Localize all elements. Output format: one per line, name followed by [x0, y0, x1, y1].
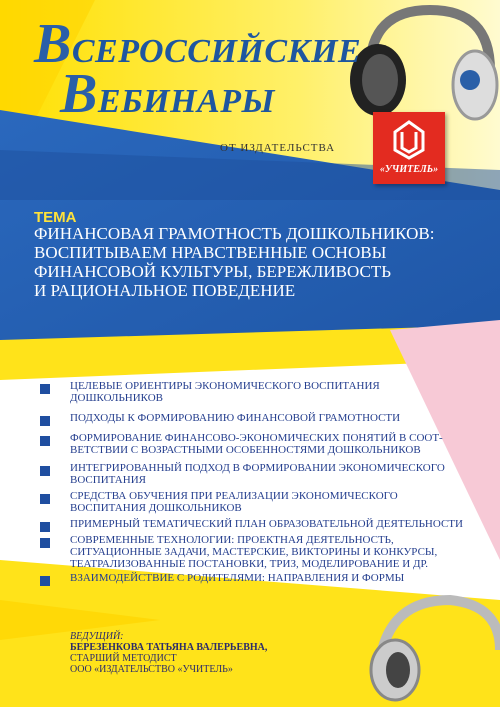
- topic-label: ТЕМА: [34, 209, 77, 226]
- logo-name: «УЧИТЕЛЬ»: [379, 164, 439, 175]
- topic-line: ФИНАНСОВОЙ КУЛЬТУРЫ, БЕРЕЖЛИВОСТЬ: [34, 262, 391, 281]
- publisher-prefix: ОТ ИЗДАТЕЛЬСТВА: [220, 142, 336, 154]
- topic-line: ФИНАНСОВАЯ ГРАМОТНОСТЬ ДОШКОЛЬНИКОВ:: [34, 224, 435, 243]
- topic-line: ВОСПИТЫВАЕМ НРАВСТВЕННЫЕ ОСНОВЫ: [34, 243, 387, 262]
- bullet-square-icon: [40, 576, 50, 586]
- publisher-logo: [373, 112, 445, 184]
- host-label: ВЕДУЩИЙ:: [70, 631, 124, 642]
- bullet-square-icon: [40, 522, 50, 532]
- host-org: ООО «ИЗДАТЕЛЬСТВО «УЧИТЕЛЬ»: [70, 664, 233, 675]
- bullet-square-icon: [40, 538, 50, 548]
- host-position: СТАРШИЙ МЕТОДИСТ: [70, 653, 177, 664]
- list-item-text: ПОДХОДЫ К ФОРМИРОВАНИЮ ФИНАНСОВОЙ ГРАМОТНОСТИ: [70, 412, 401, 424]
- host-name: БЕРЕЗЕНКОВА ТАТЬЯНА ВАЛЕРЬЕВНА,: [70, 642, 268, 653]
- title-rest-1: СЕРОССИЙСКИЕ: [71, 33, 362, 70]
- topic-title: [34, 224, 474, 300]
- bullet-square-icon: [40, 494, 50, 504]
- publisher-logo-icon: [387, 118, 431, 162]
- list-item-text: ПРИМЕРНЫЙ ТЕМАТИЧЕСКИЙ ПЛАН ОБРАЗОВАТЕЛЬНОЙ ДЕЯТЕЛЬНОСТИ: [70, 518, 463, 530]
- title-line-2: [60, 62, 275, 126]
- list-item-text: ИНТЕГРИРОВАННЫЙ ПОДХОД В ФОРМИРОВАНИИ ЭКОНОМИЧЕСКОГО ВОСПИТАНИЯ: [70, 462, 445, 486]
- topic-line: И РАЦИОНАЛЬНОЕ ПОВЕДЕНИЕ: [34, 281, 296, 300]
- bullet-square-icon: [40, 384, 50, 394]
- headphones-icon: [360, 580, 500, 707]
- list-item-text: ФОРМИРОВАНИЕ ФИНАНСОВО-ЭКОНОМИЧЕСКИХ ПОНЯТИЙ В СООТ-ВЕТСТВИИ С ВОЗРАСТНЫМИ ОСОБЕННОСТЯМИ ДОШКОЛЬНИКОВ: [70, 432, 443, 456]
- bullet-square-icon: [40, 436, 50, 446]
- host-info: [70, 631, 267, 675]
- title-rest-2: ЕБИНАРЫ: [97, 83, 275, 120]
- title-cap-2: В: [60, 63, 98, 125]
- title-cap-1: В: [34, 13, 72, 75]
- list-item-text: ВЗАИМОДЕЙСТВИЕ С РОДИТЕЛЯМИ: НАПРАВЛЕНИЯ И ФОРМЫ: [70, 572, 405, 584]
- bullet-square-icon: [40, 416, 50, 426]
- list-item-text: СРЕДСТВА ОБУЧЕНИЯ ПРИ РЕАЛИЗАЦИИ ЭКОНОМИЧЕСКОГО ВОСПИТАНИЯ ДОШКОЛЬНИКОВ: [70, 490, 398, 514]
- list-item-text: ЦЕЛЕВЫЕ ОРИЕНТИРЫ ЭКОНОМИЧЕСКОГО ВОСПИТАНИЯ ДОШКОЛЬНИКОВ: [70, 380, 380, 404]
- bullet-square-icon: [40, 466, 50, 476]
- list-item-text: СОВРЕМЕННЫЕ ТЕХНОЛОГИИ: ПРОЕКТНАЯ ДЕЯТЕЛЬНОСТЬ, СИТУАЦИОННЫЕ ЗАДАЧИ, МАСТЕРСКИЕ, ВИКТОРИНЫ И КОНКУРСЫ, ТЕАТРАЛИЗОВАННЫЕ ПОСТАНОВКИ, ТРИЗ, МОДЕЛИРОВАНИЕ И ДР.: [70, 534, 438, 570]
